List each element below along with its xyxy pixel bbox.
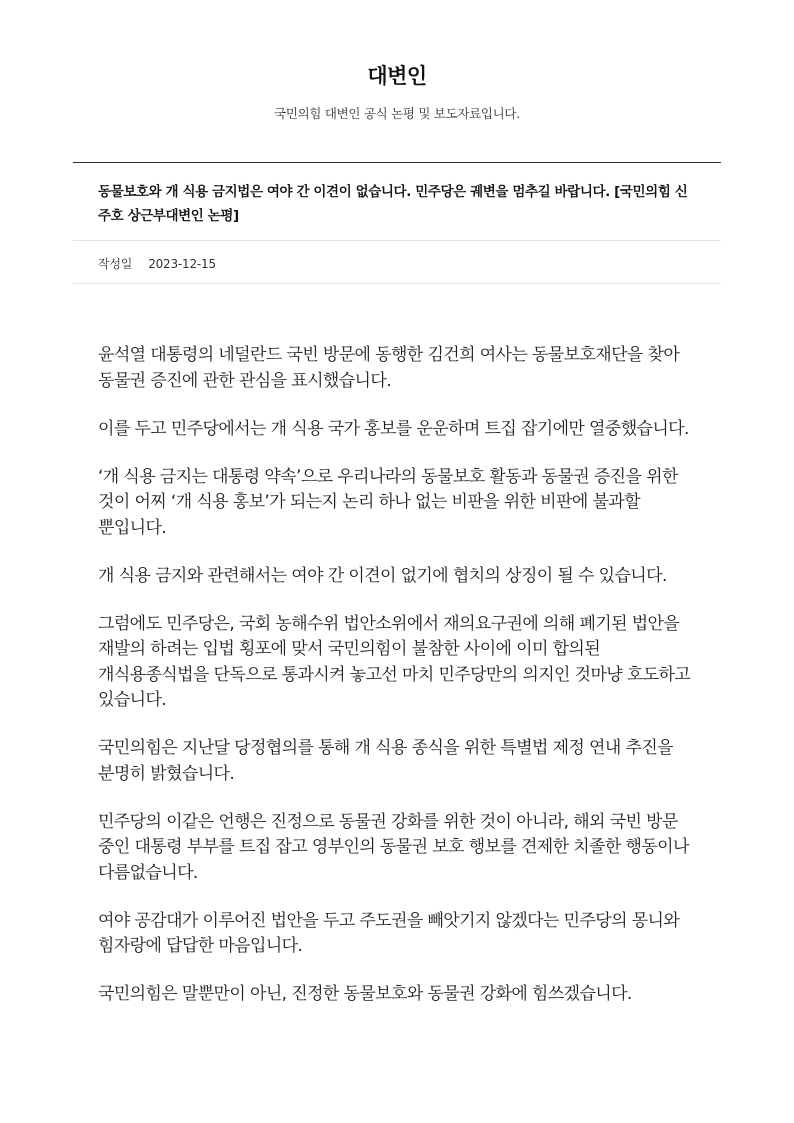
post-meta — [98, 255, 216, 272]
post-title: 동물보호와 개 식용 금지법은 여야 간 이견이 없습니다. 민주당은 궤변을 멈추길 바랍니다. [국민의힘 신주호 상근부대변인 논평] — [98, 184, 688, 224]
body-paragraph: 국민의힘은 지난달 당정협의를 통해 개 식용 종식을 위한 특별법 제정 연내 추진을 분명히 밝혔습니다. — [98, 738, 673, 784]
body-paragraph: 그럼에도 민주당은, 국회 농해수위 법안소위에서 재의요구권에 의해 폐기된 법안을 재발의 하려는 입법 횡포에 맞서 국민의힘이 불참한 사이에 이미 합의된 개식용종식법을 단독으로 통과시켜 놓고선 마치 민주당만의 의지인 것마냥 호도하고 있습니다. — [98, 613, 691, 710]
site-title: 대변인 — [367, 64, 427, 88]
header-divider — [73, 162, 721, 163]
body-paragraph: 여야 공감대가 이루어진 법안을 두고 주도권을 빼앗기지 않겠다는 민주당의 몽니와 힘자랑에 답답한 마음입니다. — [98, 910, 680, 956]
body-paragraph: ‘개 식용 금지는 대통령 약속’으로 우리나라의 동물보호 활동과 동물권 증진을 위한 것이 어찌 ‘개 식용 홍보’가 되는지 논리 하나 없는 비판을 위한 비판에 불과할 뿐입니다. — [98, 466, 678, 538]
post-body — [98, 343, 698, 1030]
body-paragraph: 민주당의 이같은 언행은 진정으로 동물권 강화를 위한 것이 아니라, 해외 국빈 방문 중인 대통령 부부를 트집 잡고 영부인의 동물권 보호 행보를 견제한 치졸한 행동이나 다름없습니다. — [98, 811, 689, 883]
meta-divider — [73, 283, 721, 284]
post-date: 2023-12-15 — [148, 257, 216, 271]
date-label: 작성일 — [98, 257, 133, 271]
body-paragraph: 이를 두고 민주당에서는 개 식용 국가 홍보를 운운하며 트집 잡기에만 열중했습니다. — [98, 418, 689, 439]
body-paragraph: 개 식용 금지와 관련해서는 여야 간 이견이 없기에 협치의 상징이 될 수 있습니다. — [98, 565, 667, 586]
title-divider — [73, 240, 721, 241]
site-subtitle: 국민의힘 대변인 공식 논평 및 보도자료입니다. — [274, 106, 520, 121]
body-paragraph: 국민의힘은 말뿐만이 아닌, 진정한 동물보호와 동물권 강화에 힘쓰겠습니다. — [98, 984, 632, 1004]
body-paragraph: 윤석열 대통령의 네덜란드 국빈 방문에 동행한 김건희 여사는 동물보호재단을 찾아 동물권 증진에 관한 관심을 표시했습니다. — [98, 345, 680, 391]
